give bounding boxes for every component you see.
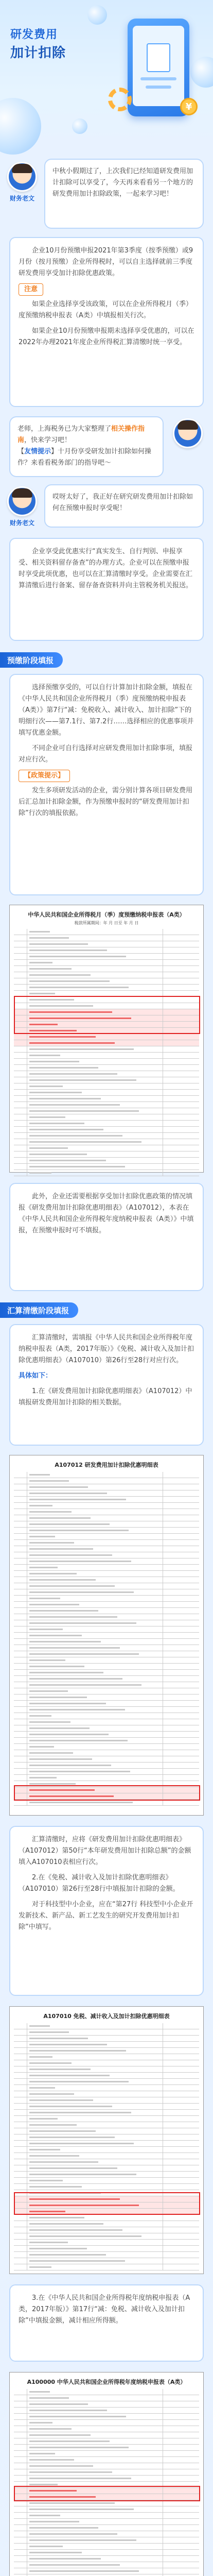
guide-speech-bubble bbox=[9, 416, 164, 477]
form-row bbox=[14, 1645, 199, 1651]
form-row bbox=[14, 1503, 199, 1509]
guide-text-post: ，快来学习吧！ bbox=[24, 436, 72, 444]
step1-text: 1.在《研发费用加计扣除优惠明细表》（A107012）中填报研发费用加计扣除的相关数据。 bbox=[19, 1387, 192, 1406]
form-row bbox=[14, 1528, 199, 1534]
form-row bbox=[14, 1102, 199, 1108]
card5-p1: 3.在《中华人民共和国企业所得税年度纳税申报表（A类，2017年版）》第17行“减：免税、减计收入及加计扣除”中填报金额，减计相应所得额。 bbox=[19, 2294, 190, 2325]
advisor-name: 财务老文 bbox=[9, 519, 34, 527]
form-row bbox=[14, 1521, 199, 1528]
note-label: 注意 bbox=[19, 283, 43, 296]
form-row bbox=[14, 1484, 199, 1490]
form-row bbox=[14, 966, 199, 972]
form-row bbox=[14, 1626, 199, 1633]
form-row bbox=[14, 2215, 199, 2221]
form-row bbox=[14, 1071, 199, 1077]
tip-post: 】十月份享受研发加计扣除如何操作？来看看税务部门的指导吧～ bbox=[17, 448, 152, 467]
form-row bbox=[14, 2165, 199, 2172]
form-row bbox=[14, 2252, 199, 2258]
section-tag-prepay: 预缴阶段填报 bbox=[0, 652, 63, 668]
form-row bbox=[14, 2128, 199, 2134]
form-row bbox=[14, 1158, 199, 1164]
form-row bbox=[14, 2457, 199, 2463]
form-row bbox=[14, 1478, 199, 1484]
form-row bbox=[14, 2389, 199, 2395]
form-row bbox=[14, 1589, 199, 1596]
form-row bbox=[14, 2246, 199, 2252]
intro-text: 中秋小假期过了，上次我们已经知道研发费用加计扣除可以享受了，今天再来看看另一个地方的研发费用加计扣除政策，一起来学习吧！ bbox=[52, 167, 193, 198]
form-row bbox=[14, 1534, 199, 1540]
form-rd-schedule-image bbox=[9, 1455, 204, 1816]
card1-paragraph: 企业10月份预缴申报2021年第3季度（按季预缴）或9月份（按月预缴）企业所得税时，可以自主选择就前三季度研发费用享受加计扣除优惠政策。 bbox=[19, 247, 193, 277]
form-row bbox=[14, 1472, 199, 1478]
form-row bbox=[14, 2401, 199, 2408]
card-annual-filing bbox=[9, 1324, 204, 1446]
card1-note-p1: 如果企业选择享受该政策，可以在企业所得税月（季）度预缴纳税申报表（A类）中填报相关行次。 bbox=[19, 300, 193, 319]
form-row bbox=[14, 2029, 199, 2036]
form-row bbox=[14, 2525, 199, 2531]
form-row bbox=[14, 1602, 199, 1608]
highlight-frame bbox=[14, 996, 200, 1034]
tip-highlight: 友情提示 bbox=[24, 448, 51, 455]
form-row bbox=[14, 954, 199, 960]
form-row bbox=[14, 2550, 199, 2556]
screen-line bbox=[140, 77, 176, 80]
form-row bbox=[14, 1151, 199, 1158]
coin-icon: ¥ bbox=[180, 98, 198, 115]
form4-table bbox=[14, 2389, 199, 2576]
form1-title: 中华人民共和国企业所得税月（季）度预缴纳税申报表（A类） bbox=[28, 911, 185, 918]
form1-table bbox=[14, 929, 199, 1176]
form-row bbox=[14, 2438, 199, 2445]
form-row bbox=[14, 1096, 199, 1102]
section2-p1: 汇算清缴时，需填报《中华人民共和国企业所得税年度纳税申报表（A类，2017年版）》《免税、减计收入及加计扣除优惠明细表》（A107010）第26行至28行对应行次。 bbox=[19, 1334, 194, 1364]
form-row bbox=[14, 1515, 199, 1521]
form-row bbox=[14, 1145, 199, 1151]
section1-p1: 选择预缴享受的，可以自行计算加计扣除金额，填报在《中华人民共和国企业所得税月（季）度预缴纳税申报表（A类）》第7行“减：免税收入、减计收入、加计扣除”下的明细行次——第7.1行、第7.2行……选择相应的优惠事项并填写优惠金额。 bbox=[19, 684, 194, 737]
form-row bbox=[14, 1034, 199, 1040]
form-row bbox=[14, 1707, 199, 1713]
form-row bbox=[14, 2519, 199, 2525]
form-row bbox=[14, 2110, 199, 2116]
form-row bbox=[14, 1608, 199, 1614]
form-row bbox=[14, 2451, 199, 2457]
form-row bbox=[14, 1059, 199, 1065]
form-row bbox=[14, 2141, 199, 2147]
form-row bbox=[14, 2036, 199, 2042]
form-row bbox=[14, 1633, 199, 1639]
form-row bbox=[14, 2054, 199, 2060]
card-main-return bbox=[9, 2284, 204, 2362]
form-row bbox=[14, 1046, 199, 1053]
avatar-hair bbox=[12, 488, 32, 498]
form-row bbox=[14, 2513, 199, 2519]
card4-p1: 汇算清缴时，应将《研发费用加计扣除优惠明细表》（A107012）第50行“本年研发费用加计扣除总额”的金额填入A107010表相应行次。 bbox=[19, 1836, 191, 1866]
form-row bbox=[14, 1732, 199, 1738]
section1-p2: 不同企业可自行选择对应研发费用加计扣除事项，填报对应行次。 bbox=[19, 744, 193, 764]
card-annual-steps bbox=[9, 1826, 204, 1996]
form-row bbox=[14, 1121, 199, 1127]
form2-table bbox=[14, 1472, 199, 1806]
avatar-hair bbox=[12, 164, 32, 173]
reply-speech-bubble bbox=[44, 484, 204, 528]
form-row bbox=[14, 1552, 199, 1558]
avatar-hair bbox=[177, 420, 198, 430]
form-row bbox=[14, 1077, 199, 1083]
form-row bbox=[14, 2463, 199, 2469]
form-row bbox=[14, 1701, 199, 1707]
form-row bbox=[14, 1756, 199, 1762]
form-row bbox=[14, 2060, 199, 2066]
form-row bbox=[14, 1558, 199, 1565]
form-row bbox=[14, 2066, 199, 2073]
form-row bbox=[14, 2395, 199, 2401]
form-prepay-return-image bbox=[9, 905, 204, 1173]
form-row bbox=[14, 2432, 199, 2438]
steps-heading: 具体如下： bbox=[19, 1372, 52, 1380]
form-row bbox=[14, 2221, 199, 2227]
form-row bbox=[14, 1614, 199, 1620]
form-row bbox=[14, 2562, 199, 2568]
form-row bbox=[14, 1725, 199, 1732]
form-row bbox=[14, 2414, 199, 2420]
form-row bbox=[14, 2048, 199, 2054]
form-row bbox=[14, 2420, 199, 2426]
form-row bbox=[14, 2073, 199, 2079]
form-row bbox=[14, 2506, 199, 2513]
phone-screen bbox=[133, 26, 184, 106]
form-row bbox=[14, 2153, 199, 2159]
form-row bbox=[14, 2233, 199, 2240]
form-row bbox=[14, 2172, 199, 2178]
form-row bbox=[14, 978, 199, 985]
form-row bbox=[14, 1664, 199, 1670]
form-row bbox=[14, 1639, 199, 1645]
form3-table bbox=[14, 2023, 199, 2270]
form-row bbox=[14, 929, 199, 935]
form-row bbox=[14, 1620, 199, 1626]
form-row bbox=[14, 1540, 199, 1546]
form-row bbox=[14, 1694, 199, 1701]
form-row bbox=[14, 1133, 199, 1139]
form-exempt-income-image bbox=[9, 2006, 204, 2274]
hero-banner bbox=[0, 0, 213, 155]
form-row bbox=[14, 2544, 199, 2550]
form-row bbox=[14, 1775, 199, 1781]
decor-bubble bbox=[0, 98, 41, 155]
form-row bbox=[14, 2537, 199, 2544]
form-row bbox=[14, 1651, 199, 1657]
form-annual-return-image bbox=[9, 2372, 204, 2576]
form-row bbox=[14, 2085, 199, 2091]
form-row bbox=[14, 935, 199, 941]
form-row bbox=[14, 947, 199, 954]
form-row bbox=[14, 2408, 199, 2414]
form-row bbox=[14, 2445, 199, 2451]
tip-pre: 【 bbox=[17, 448, 25, 455]
hero-title-line2: 加计扣除 bbox=[10, 45, 66, 61]
card-detail-schedule bbox=[9, 1183, 204, 1291]
form-row bbox=[14, 1688, 199, 1694]
screen-line bbox=[146, 86, 171, 89]
form-row bbox=[14, 2147, 199, 2153]
guide-text-pre: 老师，上海税务已为大家整理了 bbox=[17, 425, 112, 433]
form-row bbox=[14, 1083, 199, 1090]
form-row bbox=[14, 1744, 199, 1750]
form-row bbox=[14, 2426, 199, 2432]
form-row bbox=[14, 2104, 199, 2110]
form-row bbox=[14, 2079, 199, 2085]
form-row bbox=[14, 1490, 199, 1497]
card4-p3: 对于科技型中小企业，应在“第27行 科技型中小企业开发新技术、新产品、新工艺发生的研究开发费用加计扣除”中填写。 bbox=[19, 1901, 193, 1931]
decor-bubble bbox=[87, 5, 107, 25]
form-row bbox=[14, 1090, 199, 1096]
form-row bbox=[14, 2240, 199, 2246]
form-row bbox=[14, 1114, 199, 1121]
decor-bubble bbox=[190, 57, 213, 88]
form-row bbox=[14, 2264, 199, 2270]
form3-title: A107010 免税、减计收入及加计扣除优惠明细表 bbox=[43, 2013, 170, 2020]
form-row bbox=[14, 1571, 199, 1577]
form-row bbox=[14, 1738, 199, 1744]
policy-tip-label: 【政策提示】 bbox=[19, 770, 70, 782]
form-row bbox=[14, 2258, 199, 2264]
form-row bbox=[14, 1583, 199, 1589]
form-row bbox=[14, 2091, 199, 2097]
form-row bbox=[14, 1670, 199, 1676]
form-row bbox=[14, 2556, 199, 2562]
document-icon bbox=[147, 43, 170, 72]
form-row bbox=[14, 960, 199, 966]
form-row bbox=[14, 2227, 199, 2233]
form-row bbox=[14, 1040, 199, 1046]
card1-note-p2: 如果企业10月份预缴申报期未选择享受优惠的，可以在2022年办理2021年度企业所得税汇算清缴时统一享受。 bbox=[19, 327, 194, 346]
form-row bbox=[14, 1676, 199, 1682]
form-row bbox=[14, 1682, 199, 1688]
card2-paragraph: 企业享受此优惠实行“真实发生、自行判别、申报享受、相关资料留存备查”的办理方式。企业可以在预缴申报时享受此项优惠，也可以在汇算清缴时享受。企业需要在汇算清缴后进行备案、留存备查资料并向主管税务机关报送。 bbox=[19, 548, 193, 589]
form-row bbox=[14, 1596, 199, 1602]
form-row bbox=[14, 1719, 199, 1725]
form2-title: A107012 研发费用加计扣除优惠明细表 bbox=[55, 1462, 158, 1468]
form-row bbox=[14, 985, 199, 991]
form1-subtitle: 税款所属期间：年 月 日至 年 月 日 bbox=[74, 921, 139, 925]
form-row bbox=[14, 1127, 199, 1133]
form-row bbox=[14, 2134, 199, 2141]
policy-tip-text: 发生多项研发活动的企业，需分别计算各项目研发费用后汇总加计扣除金额，作为预缴申报时的“研发费用加计扣除”行次的填报依据。 bbox=[19, 787, 193, 817]
form-row bbox=[14, 1762, 199, 1769]
form-row bbox=[14, 2469, 199, 2476]
guide-text-highlight: 相关操作指南 bbox=[17, 425, 145, 444]
form-row bbox=[14, 1546, 199, 1552]
gear-icon bbox=[108, 88, 132, 111]
form-row bbox=[14, 2184, 199, 2190]
hero-title-line1: 研发费用 bbox=[10, 28, 58, 41]
section-tag-annual: 汇算清缴阶段填报 bbox=[0, 1302, 78, 1318]
form-row bbox=[14, 2097, 199, 2104]
highlight-frame bbox=[14, 2192, 200, 2215]
card3-paragraph: 此外，企业还需要根据享受加计扣除优惠政策的情况填报《研发费用加计扣除优惠明细表》（A107012），本表在《中华人民共和国企业所得税年度纳税申报表（A类）》中填报，在预缴申报时可不填报。 bbox=[19, 1193, 194, 1234]
form-row bbox=[14, 1657, 199, 1664]
form-row bbox=[14, 1065, 199, 1071]
form-row bbox=[14, 1713, 199, 1719]
form-row bbox=[14, 2023, 199, 2029]
form-row bbox=[14, 1577, 199, 1583]
decor-bubble bbox=[72, 118, 87, 134]
advisor-name: 财务老文 bbox=[9, 195, 34, 202]
form-row bbox=[14, 1509, 199, 1515]
card-prepay-option bbox=[9, 237, 204, 407]
form-row bbox=[14, 2476, 199, 2482]
highlight-frame bbox=[14, 2486, 200, 2501]
card-filing-method bbox=[9, 538, 204, 641]
form-row bbox=[14, 2178, 199, 2184]
reply-text: 哎呀太好了，我正好在研究研发费用加计扣除如何在预缴申报时享受呢！ bbox=[52, 493, 193, 512]
form-row bbox=[14, 1164, 199, 1170]
phone-illustration bbox=[128, 19, 189, 116]
form-row bbox=[14, 972, 199, 978]
form-row bbox=[14, 1565, 199, 1571]
intro-speech-bubble bbox=[44, 159, 204, 229]
form-row bbox=[14, 1497, 199, 1503]
form-row bbox=[14, 1750, 199, 1756]
form-row bbox=[14, 1108, 199, 1114]
form-row bbox=[14, 1170, 199, 1176]
form-row bbox=[14, 1053, 199, 1059]
form-row bbox=[14, 2531, 199, 2537]
form-row bbox=[14, 1139, 199, 1145]
form-row bbox=[14, 1769, 199, 1775]
form-row bbox=[14, 941, 199, 947]
form-row bbox=[14, 2122, 199, 2128]
form-row bbox=[14, 2116, 199, 2122]
form-row bbox=[14, 2042, 199, 2048]
highlight-frame bbox=[14, 1785, 200, 1801]
card-prepay-filing bbox=[9, 674, 204, 895]
form-row bbox=[14, 2568, 199, 2574]
form4-title: A100000 中华人民共和国企业所得税年度纳税申报表（A类） bbox=[27, 2379, 186, 2385]
form-row bbox=[14, 2159, 199, 2165]
card4-p2: 2.在《免税、减计收入及加计扣除优惠明细表》（A107010）第26行至28行中填报加计扣除的金额。 bbox=[19, 1874, 180, 1893]
